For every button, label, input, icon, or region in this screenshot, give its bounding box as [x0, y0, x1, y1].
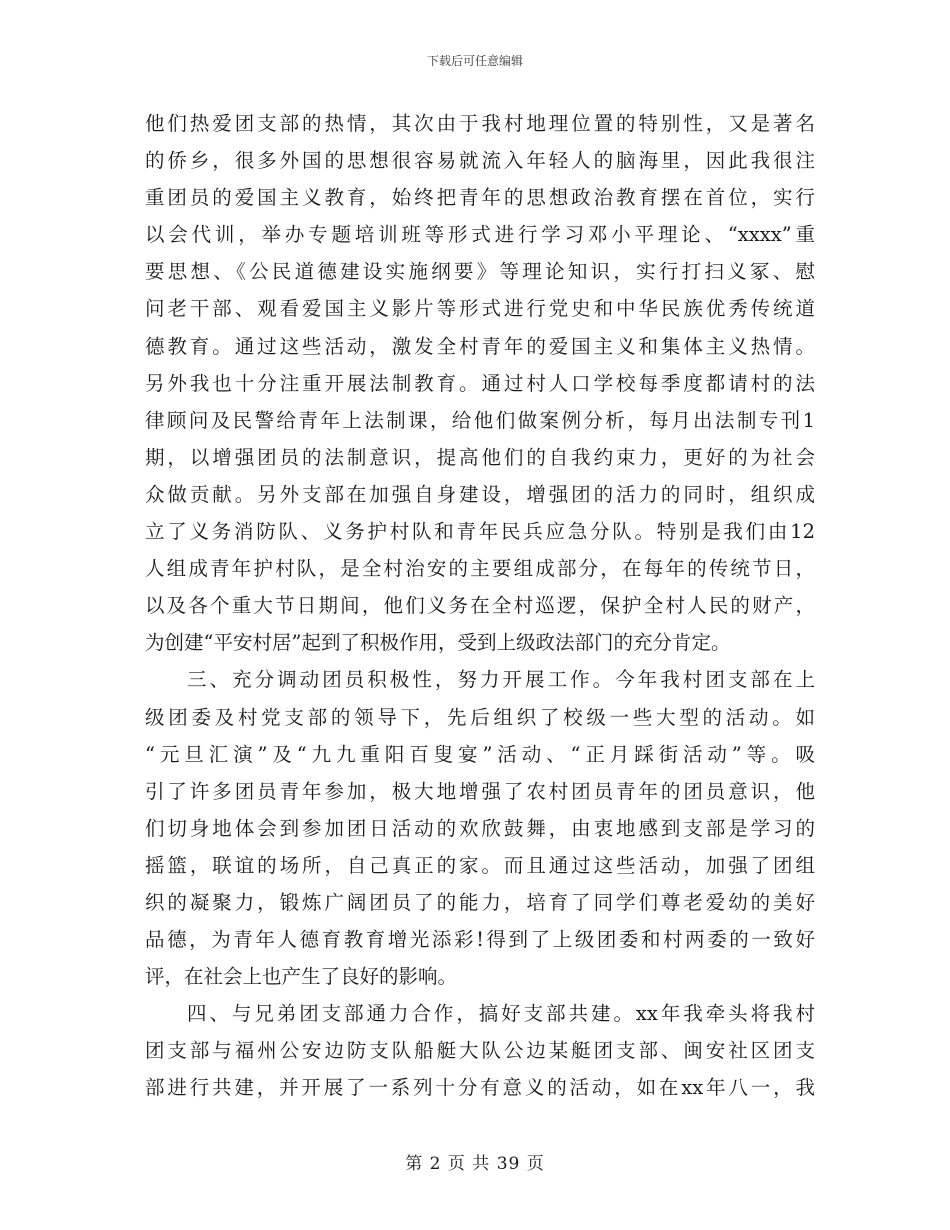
body-line: 团支部与福州公安边防支队船艇大队公边某艇团支部、闽安社区团支 — [145, 1039, 815, 1063]
body-line: 他们热爱团支部的热情，其次由于我村地理位置的特别性，又是著名 — [145, 112, 815, 135]
body-line: 的侨乡，很多外国的思想很容易就流入年轻人的脑海里，因此我很注 — [145, 149, 815, 173]
body-line: 评，在社会上也产生了良好的影响。 — [145, 965, 458, 989]
body-line: 期，以增强团员的法制意识，提高他们的自我约束力，更好的为社会 — [145, 445, 815, 469]
body-line: 为创建“平安村居”起到了积极作用，受到上级政法部门的充分肯定。 — [145, 631, 731, 655]
body-line: 品德，为青年人德育教育增光添彩!得到了上级团委和村两委的一致好 — [145, 928, 815, 952]
paragraph-start-line: 四、与兄弟团支部通力合作，搞好支部共建。xx年我牵头将我村 — [187, 1002, 815, 1026]
body-line: 以及各个重大节日期间，他们义务在全村巡逻，保护全村人民的财产， — [145, 594, 815, 618]
body-line: 人组成青年护村队，是全村治安的主要组成部分，在每年的传统节日， — [145, 557, 815, 581]
body-line: “元旦汇演”及“九九重阳百叟宴”活动、“正月踩街活动”等。吸 — [145, 742, 815, 766]
body-line: 立了义务消防队、义务护村队和青年民兵应急分队。特别是我们由12 — [145, 520, 815, 544]
body-line: 重团员的爱国主义教育，始终把青年的思想政治教育摆在首位，实行 — [145, 186, 815, 210]
page-number-footer: 第 2 页 共 39 页 — [405, 1154, 545, 1174]
body-line: 要思想、《公民道德建设实施纲要》等理论知识，实行打扫义冢、慰 — [145, 260, 815, 284]
body-line: 德教育。通过这些活动，激发全村青年的爱国主义和集体主义热情。 — [145, 334, 815, 358]
body-line: 级团委及村党支部的领导下，先后组织了校级一些大型的活动。如 — [145, 705, 815, 729]
body-line: 另外我也十分注重开展法制教育。通过村人口学校每季度都请村的法 — [145, 371, 815, 395]
body-line: 织的凝聚力，锻炼广阔团员了的能力，培育了同学们尊老爱幼的美好 — [145, 890, 815, 914]
body-line: 们切身地体会到参加团日活动的欢欣鼓舞，由衷地感到支部是学习的 — [145, 816, 815, 840]
body-line: 众做贡献。另外支部在加强自身建设，增强团的活力的同时，组织成 — [145, 482, 815, 506]
body-line: 摇篮，联谊的场所，自己真正的家。而且通过这些活动，加强了团组 — [145, 853, 815, 877]
page-header: 下载后可任意编辑 — [426, 54, 523, 68]
body-line: 律顾问及民警给青年上法制课，给他们做案例分析，每月出法制专刊1 — [145, 408, 815, 432]
body-line: 以会代训，举办专题培训班等形式进行学习邓小平理论、“xxxx”重 — [145, 223, 815, 247]
body-line: 问老干部、观看爱国主义影片等形式进行党史和中华民族优秀传统道 — [145, 297, 815, 321]
paragraph-start-line: 三、充分调动团员积极性，努力开展工作。今年我村团支部在上 — [187, 668, 815, 692]
body-line: 部进行共建，并开展了一系列十分有意义的活动，如在xx年八一，我 — [145, 1076, 815, 1100]
document-body — [145, 105, 815, 1107]
body-line: 引了许多团员青年参加，极大地增强了农村团员青年的团员意识，他 — [145, 779, 815, 803]
